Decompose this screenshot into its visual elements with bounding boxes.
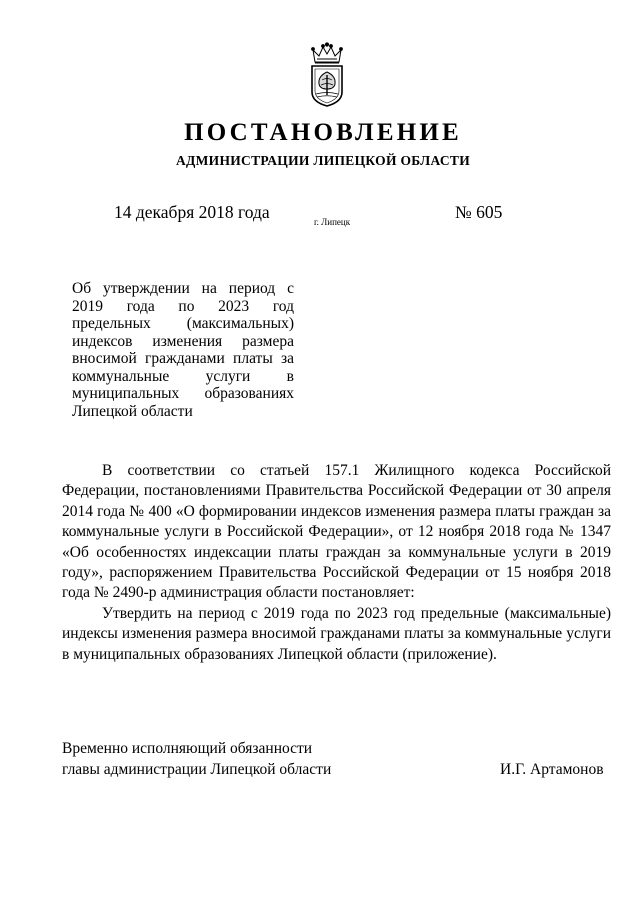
- document-body: [62, 461, 611, 665]
- signatory-position: [62, 738, 331, 780]
- document-date: 14 декабря 2018 года: [114, 202, 270, 222]
- coat-of-arms-icon: [307, 42, 347, 108]
- signatory-position-line: главы администрации Липецкой области: [62, 761, 332, 778]
- document-subtitle: АДМИНИСТРАЦИИ ЛИПЕЦКОЙ ОБЛАСТИ: [175, 153, 471, 168]
- document-number: № 605: [455, 202, 503, 222]
- document-place: г. Липецк: [314, 217, 351, 227]
- body-paragraph: Утвердить на период с 2019 года по 2023 год предельные (максимальные) индексы изменения размера вносимой гражданами платы за коммунальные услуги в муниципальных образованиях Липецкой области (приложение).: [62, 604, 611, 663]
- document-subject: Об утверждении на период с 2019 года по 2023 год предельных (максимальных) индексов изменения размера вносимой гражданами платы за коммунальные услуги в муниципальных образованиях Липецкой области: [72, 280, 294, 420]
- document-title: ПОСТАНОВЛЕНИЕ: [184, 119, 462, 146]
- signatory-name: И.Г. Артамонов: [500, 761, 604, 778]
- signatory-position-line: Временно исполняющий обязанности: [62, 740, 313, 757]
- body-paragraph: В соответствии со статьей 157.1 Жилищного кодекса Российской Федерации, постановлениями Правительства Российской Федерации от 30 апреля 2014 года № 400 «О формировании индексов изменения размера платы граждан за коммунальные услуги в Российской Федерации», от 12 ноября 2018 года № 1347 «Об особенностях индексации платы граждан за коммунальные услуги в 2019 году», распоряжением Правительства Российской Федерации от 15 ноября 2018 года № 2490-р администрация области постановляет:: [62, 462, 611, 602]
